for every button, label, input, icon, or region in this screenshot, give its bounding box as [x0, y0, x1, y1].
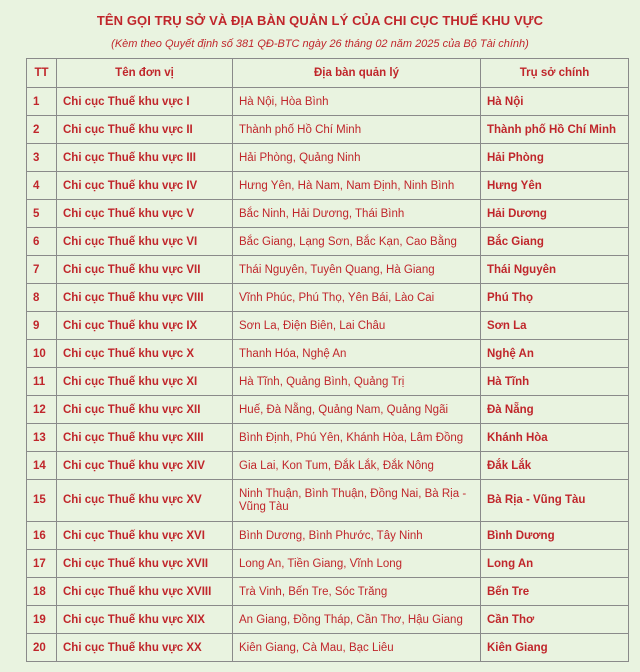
row-number-cell: 4 [27, 172, 57, 200]
row-number-cell: 6 [27, 228, 57, 256]
headquarters-cell: Long An [481, 550, 629, 578]
row-number-cell: 5 [27, 200, 57, 228]
headquarters-cell: Kiên Giang [481, 634, 629, 662]
row-number-cell: 19 [27, 606, 57, 634]
unit-name-cell: Chi cục Thuế khu vực XII [57, 396, 233, 424]
unit-name-cell: Chi cục Thuế khu vực I [57, 88, 233, 116]
table-row [27, 116, 629, 144]
headquarters-cell: Thái Nguyên [481, 256, 629, 284]
managed-area-cell: An Giang, Đồng Tháp, Cần Thơ, Hậu Giang [233, 606, 481, 634]
unit-name-cell: Chi cục Thuế khu vực VI [57, 228, 233, 256]
headquarters-cell: Bà Rịa - Vũng Tàu [481, 480, 629, 522]
header-headquarters: Trụ sở chính [481, 59, 629, 88]
table-row [27, 578, 629, 606]
tax-branch-table [26, 58, 629, 662]
table-row [27, 606, 629, 634]
managed-area-cell: Sơn La, Điện Biên, Lai Châu [233, 312, 481, 340]
unit-name-cell: Chi cục Thuế khu vực XIX [57, 606, 233, 634]
document-title: TÊN GỌI TRỤ SỞ VÀ ĐỊA BÀN QUẢN LÝ CỦA CHI CỤC THUẾ KHU VỰC [96, 13, 544, 28]
managed-area-cell: Gia Lai, Kon Tum, Đắk Lắk, Đắk Nông [233, 452, 481, 480]
managed-area-cell: Bắc Giang, Lạng Sơn, Bắc Kạn, Cao Bằng [233, 228, 481, 256]
headquarters-cell: Hải Phòng [481, 144, 629, 172]
headquarters-cell: Hà Nội [481, 88, 629, 116]
managed-area-cell: Bình Định, Phú Yên, Khánh Hòa, Lâm Đồng [233, 424, 481, 452]
table-row [27, 144, 629, 172]
header-managed-area: Địa bàn quản lý [233, 59, 481, 88]
row-number-cell: 14 [27, 452, 57, 480]
row-number-cell: 9 [27, 312, 57, 340]
table-row [27, 228, 629, 256]
row-number-cell: 16 [27, 522, 57, 550]
headquarters-cell: Hưng Yên [481, 172, 629, 200]
row-number-cell: 11 [27, 368, 57, 396]
headquarters-cell: Bắc Giang [481, 228, 629, 256]
headquarters-cell: Đắk Lắk [481, 452, 629, 480]
headquarters-cell: Phú Thọ [481, 284, 629, 312]
managed-area-cell: Kiên Giang, Cà Mau, Bạc Liêu [233, 634, 481, 662]
unit-name-cell: Chi cục Thuế khu vực XIV [57, 452, 233, 480]
row-number-cell: 15 [27, 480, 57, 522]
table-body [27, 88, 629, 662]
headquarters-cell: Nghệ An [481, 340, 629, 368]
managed-area-cell: Huế, Đà Nẵng, Quảng Nam, Quảng Ngãi [233, 396, 481, 424]
table-row [27, 522, 629, 550]
managed-area-cell: Thanh Hóa, Nghệ An [233, 340, 481, 368]
managed-area-cell: Hà Tĩnh, Quảng Bình, Quảng Trị [233, 368, 481, 396]
unit-name-cell: Chi cục Thuế khu vực II [57, 116, 233, 144]
row-number-cell: 12 [27, 396, 57, 424]
unit-name-cell: Chi cục Thuế khu vực V [57, 200, 233, 228]
managed-area-cell: Thành phố Hồ Chí Minh [233, 116, 481, 144]
row-number-cell: 20 [27, 634, 57, 662]
row-number-cell: 13 [27, 424, 57, 452]
unit-name-cell: Chi cục Thuế khu vực XVII [57, 550, 233, 578]
row-number-cell: 18 [27, 578, 57, 606]
unit-name-cell: Chi cục Thuế khu vực VIII [57, 284, 233, 312]
table-row [27, 424, 629, 452]
table-row [27, 368, 629, 396]
unit-name-cell: Chi cục Thuế khu vực XVIII [57, 578, 233, 606]
table-header-row [27, 59, 629, 88]
unit-name-cell: Chi cục Thuế khu vực XX [57, 634, 233, 662]
headquarters-cell: Bình Dương [481, 522, 629, 550]
headquarters-cell: Khánh Hòa [481, 424, 629, 452]
managed-area-cell: Hà Nội, Hòa Bình [233, 88, 481, 116]
row-number-cell: 17 [27, 550, 57, 578]
table-row [27, 452, 629, 480]
headquarters-cell: Hà Tĩnh [481, 368, 629, 396]
managed-area-cell: Bình Dương, Bình Phước, Tây Ninh [233, 522, 481, 550]
row-number-cell: 3 [27, 144, 57, 172]
unit-name-cell: Chi cục Thuế khu vực VII [57, 256, 233, 284]
table-row [27, 550, 629, 578]
managed-area-cell: Hưng Yên, Hà Nam, Nam Định, Ninh Bình [233, 172, 481, 200]
table-row [27, 88, 629, 116]
unit-name-cell: Chi cục Thuế khu vực III [57, 144, 233, 172]
unit-name-cell: Chi cục Thuế khu vực XIII [57, 424, 233, 452]
header-unit-name: Tên đơn vị [57, 59, 233, 88]
row-number-cell: 7 [27, 256, 57, 284]
table-row [27, 200, 629, 228]
headquarters-cell: Đà Nẵng [481, 396, 629, 424]
table-row [27, 340, 629, 368]
unit-name-cell: Chi cục Thuế khu vực IX [57, 312, 233, 340]
table-row [27, 480, 629, 522]
managed-area-cell: Trà Vinh, Bến Tre, Sóc Trăng [233, 578, 481, 606]
unit-name-cell: Chi cục Thuế khu vực X [57, 340, 233, 368]
headquarters-cell: Bến Tre [481, 578, 629, 606]
headquarters-cell: Cần Thơ [481, 606, 629, 634]
managed-area-cell: Vĩnh Phúc, Phú Thọ, Yên Bái, Lào Cai [233, 284, 481, 312]
header-tt: TT [27, 59, 57, 88]
row-number-cell: 1 [27, 88, 57, 116]
row-number-cell: 2 [27, 116, 57, 144]
headquarters-cell: Hải Dương [481, 200, 629, 228]
table-row [27, 284, 629, 312]
headquarters-cell: Thành phố Hồ Chí Minh [481, 116, 629, 144]
row-number-cell: 10 [27, 340, 57, 368]
managed-area-cell: Long An, Tiền Giang, Vĩnh Long [233, 550, 481, 578]
managed-area-cell: Ninh Thuận, Bình Thuận, Đồng Nai, Bà Rịa - Vũng Tàu [233, 480, 481, 522]
table-row [27, 172, 629, 200]
document-subtitle: (Kèm theo Quyết định số 381 QĐ-BTC ngày 26 tháng 02 năm 2025 của Bộ Tài chính) [111, 38, 529, 50]
table-row [27, 396, 629, 424]
headquarters-cell: Sơn La [481, 312, 629, 340]
table-row [27, 312, 629, 340]
managed-area-cell: Bắc Ninh, Hải Dương, Thái Bình [233, 200, 481, 228]
table-row [27, 256, 629, 284]
row-number-cell: 8 [27, 284, 57, 312]
unit-name-cell: Chi cục Thuế khu vực XI [57, 368, 233, 396]
unit-name-cell: Chi cục Thuế khu vực IV [57, 172, 233, 200]
unit-name-cell: Chi cục Thuế khu vực XVI [57, 522, 233, 550]
managed-area-cell: Hải Phòng, Quảng Ninh [233, 144, 481, 172]
managed-area-cell: Thái Nguyên, Tuyên Quang, Hà Giang [233, 256, 481, 284]
table-row [27, 634, 629, 662]
unit-name-cell: Chi cục Thuế khu vực XV [57, 480, 233, 522]
